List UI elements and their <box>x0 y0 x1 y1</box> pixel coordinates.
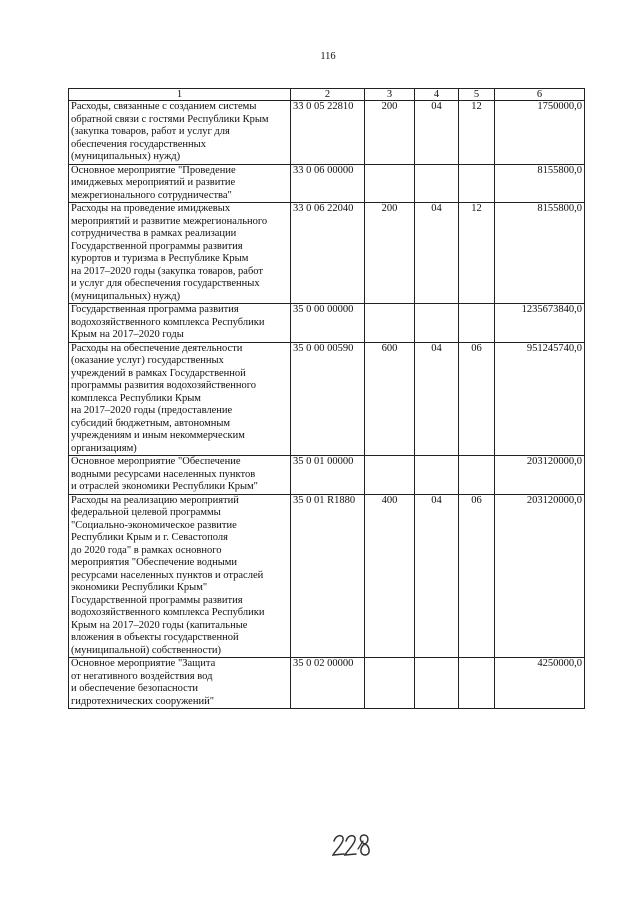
table-row <box>69 494 585 658</box>
column-header: 5 <box>459 89 495 101</box>
section-code-cell <box>415 456 459 495</box>
subsection-code: 06 <box>471 342 482 354</box>
amount-cell <box>495 494 585 658</box>
section-code-cell <box>415 164 459 203</box>
expense-type-cell <box>365 342 415 456</box>
table-header <box>69 89 585 101</box>
section-code: 04 <box>431 494 442 506</box>
section-code-cell <box>415 658 459 709</box>
subsection-code: 12 <box>471 203 482 214</box>
item-name-cell <box>69 658 291 709</box>
amount-cell <box>495 164 585 203</box>
section-code-cell <box>415 101 459 165</box>
target-code-cell <box>291 304 365 343</box>
target-code-cell <box>291 494 365 658</box>
table-row <box>69 203 585 304</box>
section-code-cell <box>415 203 459 304</box>
subsection-code-cell <box>459 456 495 495</box>
column-header: 6 <box>495 89 585 101</box>
item-name: Расходы, связанные с созданием системы обратной связи с гостями Республики Крым (закупка товаров, работ и услуг для обеспечения государственных (муниципальных) нужд) <box>71 101 269 162</box>
expense-type: 200 <box>381 203 398 214</box>
expense-type-cell <box>365 101 415 165</box>
handwritten-page-number <box>332 832 372 863</box>
amount: 4250000,0 <box>537 658 582 669</box>
amount-cell <box>495 304 585 343</box>
amount: 951245740,0 <box>526 342 582 354</box>
item-name-cell <box>69 342 291 456</box>
amount-cell <box>495 203 585 304</box>
item-name-cell <box>69 164 291 203</box>
amount: 1235673840,0 <box>521 304 582 315</box>
item-name: Основное мероприятие "Защита от негативного воздействия вод и обеспечение безопасности гидротехнических сооружений" <box>71 658 216 707</box>
subsection-code-cell <box>459 164 495 203</box>
expense-type: 200 <box>381 101 398 112</box>
item-name-cell <box>69 203 291 304</box>
item-name-cell <box>69 304 291 343</box>
target-code-cell <box>291 658 365 709</box>
amount-cell <box>495 658 585 709</box>
item-name: Государственная программа развития водохозяйственного комплекса Республики Крым на 2017–2020 годы <box>71 304 265 340</box>
subsection-code-cell <box>459 494 495 658</box>
section-code-cell <box>415 304 459 343</box>
column-header: 2 <box>291 89 365 101</box>
target-code: 33 0 05 22810 <box>293 101 354 112</box>
table-row <box>69 342 585 456</box>
column-header: 4 <box>415 89 459 101</box>
table-row <box>69 101 585 165</box>
subsection-code-cell <box>459 203 495 304</box>
item-name: Расходы на проведение имиджевых мероприятий и развитие межрегионального сотрудничества в рамках реализации Государственной программы развития курортов и туризма в Республике Крым на 2017–2020 годы (закупка товаров, работ и услуг для обеспечения государственных (муниципальных) нужд) <box>71 203 268 302</box>
expense-type-cell <box>365 456 415 495</box>
target-code: 35 0 01 00000 <box>293 456 354 467</box>
amount: 203120000,0 <box>526 494 582 506</box>
subsection-code: 06 <box>471 494 482 506</box>
target-code: 35 0 00 00000 <box>293 304 354 315</box>
item-name: Расходы на реализацию мероприятий федеральной целевой программы "Социально-экономическое развитие Республики Крым и г. Севастополя до 2020 года" в рамках основного мероприятия "Обеспечение водными ресурсами населенных пунктов и отраслей экономики Республики Крым" Государственной программы развития водохозяйственного комплекса Республики Крым на 2017–2020 годы (капитальные вложения в объекты государственной (муниципальной) собственности) <box>71 494 265 656</box>
amount-cell <box>495 456 585 495</box>
column-header: 1 <box>69 89 291 101</box>
item-name: Основное мероприятие "Проведение имиджевых мероприятий и развитие межрегионального сотрудничества" <box>71 164 236 201</box>
amount-cell <box>495 101 585 165</box>
signature-mark <box>332 832 372 858</box>
expense-type: 400 <box>381 494 398 506</box>
header-row <box>69 89 585 101</box>
section-code-cell <box>415 494 459 658</box>
expense-type-cell <box>365 658 415 709</box>
item-name: Основное мероприятие "Обеспечение водными ресурсами населенных пунктов и отраслей экономики Республики Крым" <box>71 456 258 492</box>
table-row <box>69 304 585 343</box>
subsection-code-cell <box>459 342 495 456</box>
item-name-cell <box>69 101 291 165</box>
expense-type-cell <box>365 304 415 343</box>
amount: 8155800,0 <box>537 203 582 214</box>
subsection-code-cell <box>459 658 495 709</box>
target-code-cell <box>291 101 365 165</box>
section-code: 04 <box>431 203 442 214</box>
budget-table <box>68 88 585 709</box>
target-code-cell <box>291 456 365 495</box>
section-code: 04 <box>431 101 442 112</box>
table-row <box>69 456 585 495</box>
target-code-cell <box>291 342 365 456</box>
table-row <box>69 658 585 709</box>
table-row <box>69 164 585 203</box>
target-code: 35 0 01 R1880 <box>293 494 356 506</box>
expense-type-cell <box>365 203 415 304</box>
section-code: 04 <box>431 342 442 354</box>
expense-type: 600 <box>381 342 398 354</box>
target-code: 33 0 06 00000 <box>293 164 354 176</box>
item-name: Расходы на обеспечение деятельности (оказание услуг) государственных учреждений в рамках Государственной программы развития водохозяйственного комплекса Республики Крым на 2017–2020 годы (предоставление субсидий бюджетным, автономным учреждениям и иным некоммерческим организациям) <box>71 342 257 454</box>
column-header: 3 <box>365 89 415 101</box>
amount-cell <box>495 342 585 456</box>
item-name-cell <box>69 494 291 658</box>
amount: 8155800,0 <box>537 164 582 176</box>
expense-type-cell <box>365 164 415 203</box>
subsection-code: 12 <box>471 101 482 112</box>
subsection-code-cell <box>459 101 495 165</box>
subsection-code-cell <box>459 304 495 343</box>
amount: 203120000,0 <box>526 456 582 467</box>
expense-type-cell <box>365 494 415 658</box>
item-name-cell <box>69 456 291 495</box>
amount: 1750000,0 <box>537 101 582 112</box>
target-code-cell <box>291 203 365 304</box>
section-code-cell <box>415 342 459 456</box>
page-number: 116 <box>320 51 336 62</box>
target-code-cell <box>291 164 365 203</box>
target-code: 35 0 02 00000 <box>293 658 354 669</box>
table-body <box>69 101 585 709</box>
target-code: 35 0 00 00590 <box>293 342 354 354</box>
target-code: 33 0 06 22040 <box>293 203 354 214</box>
